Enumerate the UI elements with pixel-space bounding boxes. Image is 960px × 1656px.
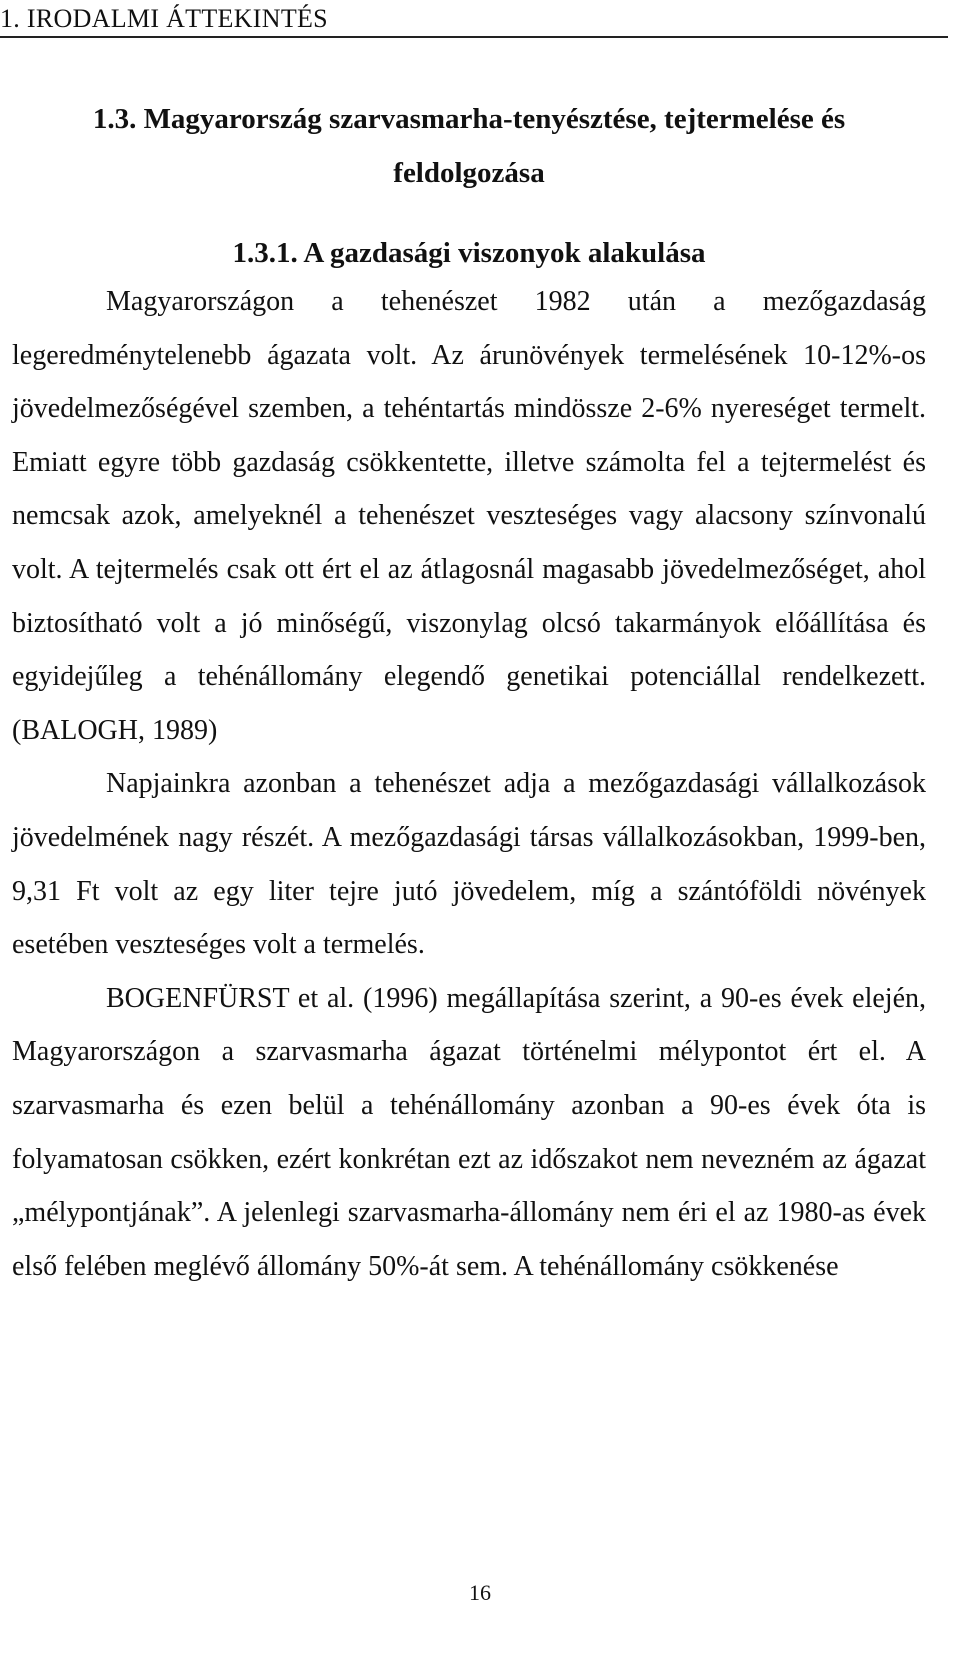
- body-text: [12, 275, 926, 1293]
- paragraph-3: BOGENFÜRST et al. (1996) megállapítása szerint, a 90-es évek elején, Magyarországon a szarvasmarha ágazat történelmi mélypontot ért el. A szarvasmarha és ezen belül a tehénállomány azonban a 90-es évek óta is folyamatosan csökken, ezért konkrétan ezt az időszakot nem nevezném az ágazat „mélypontjának”. A jelenlegi szarvasmarha-állomány nem éri el az 1980-as évek első felében meglévő állomány 50%-át sem. A tehénállomány csökkenése: [12, 982, 926, 1282]
- page-number: 16: [469, 1580, 491, 1605]
- running-head: 1. IRODALMI ÁTTEKINTÉS: [0, 4, 948, 38]
- subsection-heading: 1.3.1. A gazdasági viszonyok alakulása: [232, 237, 706, 269]
- paragraph-1: Magyarországon a tehenészet 1982 után a mezőgazdaság legeredménytelenebb ágazata volt. Az árunövények termelésének 10-12%-os jövedelmezőségével szemben, a tehéntartás mindössze 2-6% nyereséget termelt. Emiatt egyre több gazdaság csökkentette, illetve számolta fel a tejtermelést és nemcsak azok, amelyeknél a tehenészet veszteséges vagy alacsony színvonalú volt. A tejtermelés csak ott ért el az átlagosnál magasabb jövedelmezőséget, ahol biztosítható volt a jó minőségű, viszonylag olcsó takarmányok előállítása és egyidejűleg a tehénállomány elegendő genetikai potenciállal rendelkezett. (BALOGH, 1989): [12, 286, 926, 746]
- paragraph-2: Napjainkra azonban a tehenészet adja a mezőgazdasági vállalkozások jövedelmének nagy részét. A mezőgazdasági társas vállalkozásokban, 1999-ben, 9,31 Ft volt az egy liter tejre jutó jövedelem, míg a szántóföldi növények esetében veszteséges volt a termelés.: [12, 768, 926, 961]
- section-heading: 1.3. Magyarország szarvasmarha-tenyésztése, tejtermelése és feldolgozása: [92, 103, 846, 189]
